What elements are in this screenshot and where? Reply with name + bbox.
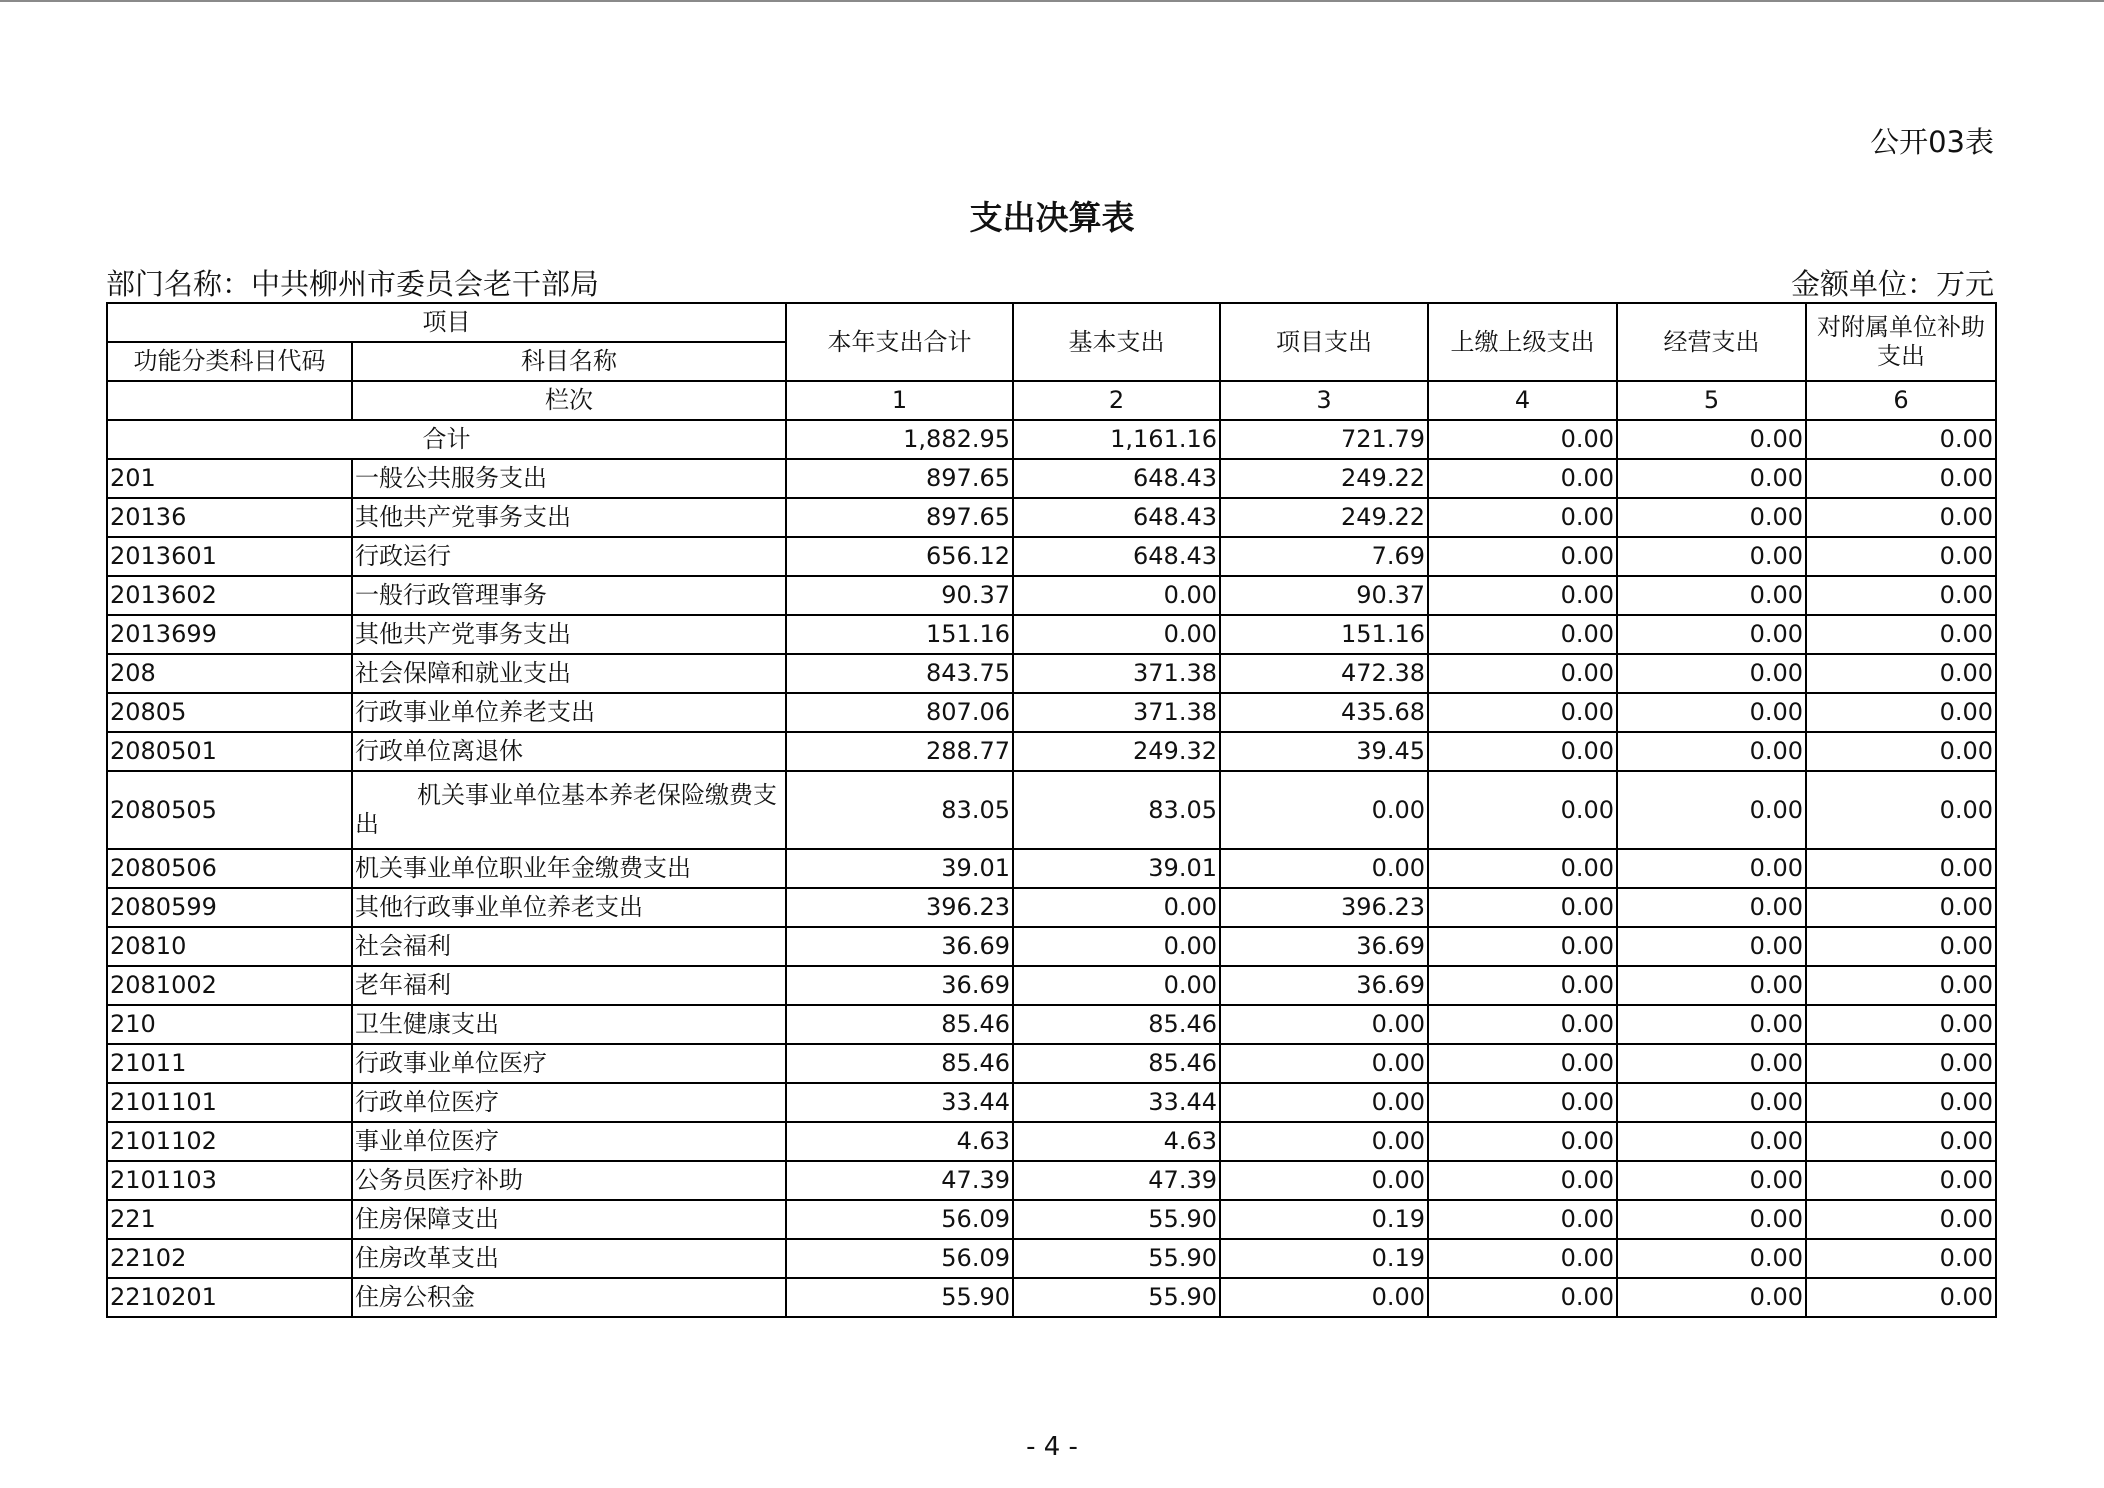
row-value: 0.00 bbox=[1220, 1278, 1428, 1317]
table-row bbox=[107, 966, 1996, 1005]
row-value: 396.23 bbox=[1220, 888, 1428, 927]
row-value: 36.69 bbox=[786, 966, 1013, 1005]
row-value: 0.00 bbox=[1617, 1122, 1806, 1161]
row-value: 371.38 bbox=[1013, 693, 1220, 732]
row-value: 55.90 bbox=[1013, 1278, 1220, 1317]
row-value: 0.00 bbox=[1617, 1239, 1806, 1278]
row-value: 0.00 bbox=[1428, 1083, 1617, 1122]
row-value: 0.00 bbox=[1428, 537, 1617, 576]
row-value: 0.00 bbox=[1617, 498, 1806, 537]
row-value: 0.00 bbox=[1013, 615, 1220, 654]
row-value: 0.00 bbox=[1806, 1278, 1996, 1317]
row-value: 0.00 bbox=[1428, 1239, 1617, 1278]
row-value: 0.00 bbox=[1806, 849, 1996, 888]
row-value: 0.00 bbox=[1806, 576, 1996, 615]
row-code: 20810 bbox=[107, 927, 352, 966]
column-index-row bbox=[107, 381, 1996, 420]
column-index-5: 5 bbox=[1617, 381, 1806, 420]
row-value: 33.44 bbox=[1013, 1083, 1220, 1122]
row-code: 2101103 bbox=[107, 1161, 352, 1200]
row-value: 0.00 bbox=[1617, 1044, 1806, 1083]
row-value: 0.00 bbox=[1428, 498, 1617, 537]
header-basic: 基本支出 bbox=[1013, 303, 1220, 381]
row-code: 2013699 bbox=[107, 615, 352, 654]
row-name: 一般行政管理事务 bbox=[352, 576, 786, 615]
row-value: 0.00 bbox=[1806, 1083, 1996, 1122]
row-value: 648.43 bbox=[1013, 498, 1220, 537]
table-row bbox=[107, 576, 1996, 615]
table-row bbox=[107, 498, 1996, 537]
row-value: 0.19 bbox=[1220, 1239, 1428, 1278]
table-row bbox=[107, 1083, 1996, 1122]
row-name: 一般公共服务支出 bbox=[352, 459, 786, 498]
row-value: 0.00 bbox=[1617, 1200, 1806, 1239]
row-value: 249.22 bbox=[1220, 498, 1428, 537]
row-value: 36.69 bbox=[1220, 927, 1428, 966]
row-value: 0.00 bbox=[1806, 498, 1996, 537]
row-value: 0.00 bbox=[1220, 1044, 1428, 1083]
row-value: 0.00 bbox=[1428, 771, 1617, 849]
row-value: 807.06 bbox=[786, 693, 1013, 732]
row-value: 0.00 bbox=[1617, 537, 1806, 576]
row-value: 0.00 bbox=[1428, 927, 1617, 966]
row-value: 85.46 bbox=[1013, 1044, 1220, 1083]
table-id-label: 公开03表 bbox=[1870, 125, 1994, 159]
header-project: 项目 bbox=[107, 303, 786, 342]
table-row bbox=[107, 771, 1996, 849]
header-total: 本年支出合计 bbox=[786, 303, 1013, 381]
row-value: 47.39 bbox=[786, 1161, 1013, 1200]
row-value: 249.32 bbox=[1013, 732, 1220, 771]
table-row bbox=[107, 927, 1996, 966]
row-value: 843.75 bbox=[786, 654, 1013, 693]
row-value: 55.90 bbox=[1013, 1200, 1220, 1239]
row-name: 行政单位离退休 bbox=[352, 732, 786, 771]
row-value: 0.00 bbox=[1806, 654, 1996, 693]
row-code: 2013601 bbox=[107, 537, 352, 576]
row-value: 396.23 bbox=[786, 888, 1013, 927]
row-code: 2080506 bbox=[107, 849, 352, 888]
column-index-blank bbox=[107, 381, 352, 420]
row-value: 897.65 bbox=[786, 459, 1013, 498]
row-code: 2101102 bbox=[107, 1122, 352, 1161]
row-name: 住房改革支出 bbox=[352, 1239, 786, 1278]
header-code: 功能分类科目代码 bbox=[107, 342, 352, 381]
row-value: 0.00 bbox=[1013, 966, 1220, 1005]
column-index-2: 2 bbox=[1013, 381, 1220, 420]
row-value: 0.00 bbox=[1617, 654, 1806, 693]
row-value: 0.00 bbox=[1013, 888, 1220, 927]
row-name: 其他行政事业单位养老支出 bbox=[352, 888, 786, 927]
row-value: 0.00 bbox=[1806, 732, 1996, 771]
total-value: 0.00 bbox=[1806, 420, 1996, 459]
table-row bbox=[107, 1239, 1996, 1278]
row-value: 0.00 bbox=[1428, 459, 1617, 498]
row-value: 0.00 bbox=[1220, 1161, 1428, 1200]
row-name: 行政运行 bbox=[352, 537, 786, 576]
table-row bbox=[107, 537, 1996, 576]
row-value: 0.00 bbox=[1428, 576, 1617, 615]
row-value: 47.39 bbox=[1013, 1161, 1220, 1200]
row-code: 2013602 bbox=[107, 576, 352, 615]
row-value: 0.00 bbox=[1617, 693, 1806, 732]
column-index-label: 栏次 bbox=[352, 381, 786, 420]
row-value: 472.38 bbox=[1220, 654, 1428, 693]
expenditure-table bbox=[106, 302, 1997, 1318]
amount-unit-label: 金额单位：万元 bbox=[1790, 267, 1994, 301]
row-value: 648.43 bbox=[1013, 537, 1220, 576]
row-value: 897.65 bbox=[786, 498, 1013, 537]
table-row bbox=[107, 693, 1996, 732]
table-row bbox=[107, 459, 1996, 498]
row-name: 机关事业单位职业年金缴费支出 bbox=[352, 849, 786, 888]
row-code: 2081002 bbox=[107, 966, 352, 1005]
row-name: 卫生健康支出 bbox=[352, 1005, 786, 1044]
row-value: 0.00 bbox=[1806, 1239, 1996, 1278]
row-value: 0.19 bbox=[1220, 1200, 1428, 1239]
row-name: 其他共产党事务支出 bbox=[352, 615, 786, 654]
row-value: 151.16 bbox=[1220, 615, 1428, 654]
row-value: 371.38 bbox=[1013, 654, 1220, 693]
row-value: 4.63 bbox=[1013, 1122, 1220, 1161]
row-name: 事业单位医疗 bbox=[352, 1122, 786, 1161]
row-value: 0.00 bbox=[1617, 966, 1806, 1005]
row-value: 0.00 bbox=[1617, 576, 1806, 615]
row-value: 0.00 bbox=[1806, 1161, 1996, 1200]
row-value: 0.00 bbox=[1428, 849, 1617, 888]
row-name: 社会保障和就业支出 bbox=[352, 654, 786, 693]
header-superior: 上缴上级支出 bbox=[1428, 303, 1617, 381]
row-name: 机关事业单位基本养老保险缴费支出 bbox=[352, 771, 786, 849]
row-code: 2080501 bbox=[107, 732, 352, 771]
row-value: 0.00 bbox=[1428, 1044, 1617, 1083]
header-business: 经营支出 bbox=[1617, 303, 1806, 381]
row-value: 0.00 bbox=[1806, 1200, 1996, 1239]
row-value: 0.00 bbox=[1428, 732, 1617, 771]
row-name: 老年福利 bbox=[352, 966, 786, 1005]
row-code: 2101101 bbox=[107, 1083, 352, 1122]
header-subsidy-line2: 支出 bbox=[1877, 342, 1925, 370]
row-code: 20136 bbox=[107, 498, 352, 537]
row-value: 0.00 bbox=[1428, 615, 1617, 654]
row-value: 0.00 bbox=[1617, 732, 1806, 771]
row-name: 公务员医疗补助 bbox=[352, 1161, 786, 1200]
total-value: 1,882.95 bbox=[786, 420, 1013, 459]
row-code: 208 bbox=[107, 654, 352, 693]
row-value: 0.00 bbox=[1220, 1005, 1428, 1044]
table-row bbox=[107, 849, 1996, 888]
header-item: 项目支出 bbox=[1220, 303, 1428, 381]
row-value: 0.00 bbox=[1428, 693, 1617, 732]
row-name: 其他共产党事务支出 bbox=[352, 498, 786, 537]
row-value: 151.16 bbox=[786, 615, 1013, 654]
page-number: - 4 - bbox=[1026, 1432, 1078, 1462]
row-code: 210 bbox=[107, 1005, 352, 1044]
row-value: 4.63 bbox=[786, 1122, 1013, 1161]
table-row bbox=[107, 1005, 1996, 1044]
row-value: 0.00 bbox=[1806, 888, 1996, 927]
row-value: 249.22 bbox=[1220, 459, 1428, 498]
row-value: 7.69 bbox=[1220, 537, 1428, 576]
table-row bbox=[107, 1161, 1996, 1200]
row-value: 0.00 bbox=[1806, 1044, 1996, 1083]
row-value: 36.69 bbox=[786, 927, 1013, 966]
total-value: 1,161.16 bbox=[1013, 420, 1220, 459]
row-value: 85.46 bbox=[1013, 1005, 1220, 1044]
row-value: 0.00 bbox=[1806, 966, 1996, 1005]
row-value: 0.00 bbox=[1806, 1005, 1996, 1044]
row-value: 0.00 bbox=[1220, 771, 1428, 849]
top-border-line bbox=[0, 0, 2104, 2]
row-value: 0.00 bbox=[1428, 1122, 1617, 1161]
row-code: 21011 bbox=[107, 1044, 352, 1083]
row-code: 221 bbox=[107, 1200, 352, 1239]
row-name: 住房公积金 bbox=[352, 1278, 786, 1317]
table-row bbox=[107, 1278, 1996, 1317]
header-name: 科目名称 bbox=[352, 342, 786, 381]
department-label: 部门名称：中共柳州市委员会老干部局 bbox=[106, 267, 600, 301]
row-value: 0.00 bbox=[1617, 1005, 1806, 1044]
row-name: 社会福利 bbox=[352, 927, 786, 966]
row-value: 0.00 bbox=[1617, 888, 1806, 927]
row-name: 住房保障支出 bbox=[352, 1200, 786, 1239]
table-row bbox=[107, 615, 1996, 654]
row-value: 83.05 bbox=[1013, 771, 1220, 849]
table-row bbox=[107, 1200, 1996, 1239]
header-subsidy-line1: 对附属单位补助 bbox=[1817, 313, 1985, 342]
row-value: 83.05 bbox=[786, 771, 1013, 849]
total-value: 0.00 bbox=[1428, 420, 1617, 459]
row-value: 0.00 bbox=[1617, 849, 1806, 888]
column-index-1: 1 bbox=[786, 381, 1013, 420]
row-value: 85.46 bbox=[786, 1005, 1013, 1044]
row-value: 36.69 bbox=[1220, 966, 1428, 1005]
row-value: 0.00 bbox=[1428, 1278, 1617, 1317]
row-value: 648.43 bbox=[1013, 459, 1220, 498]
row-value: 0.00 bbox=[1806, 537, 1996, 576]
row-value: 56.09 bbox=[786, 1200, 1013, 1239]
row-value: 0.00 bbox=[1617, 615, 1806, 654]
table-row bbox=[107, 888, 1996, 927]
row-name: 行政事业单位医疗 bbox=[352, 1044, 786, 1083]
row-value: 0.00 bbox=[1428, 1005, 1617, 1044]
row-name: 行政事业单位养老支出 bbox=[352, 693, 786, 732]
total-row-label: 合计 bbox=[107, 420, 786, 459]
row-value: 0.00 bbox=[1617, 1083, 1806, 1122]
row-value: 55.90 bbox=[786, 1278, 1013, 1317]
row-value: 90.37 bbox=[1220, 576, 1428, 615]
row-value: 0.00 bbox=[1428, 654, 1617, 693]
table-row bbox=[107, 654, 1996, 693]
row-value: 90.37 bbox=[786, 576, 1013, 615]
row-code: 20805 bbox=[107, 693, 352, 732]
total-value: 721.79 bbox=[1220, 420, 1428, 459]
row-value: 288.77 bbox=[786, 732, 1013, 771]
row-value: 39.45 bbox=[1220, 732, 1428, 771]
row-code: 2210201 bbox=[107, 1278, 352, 1317]
table-row bbox=[107, 732, 1996, 771]
row-value: 656.12 bbox=[786, 537, 1013, 576]
table-row bbox=[107, 1044, 1996, 1083]
row-value: 0.00 bbox=[1617, 1278, 1806, 1317]
page-title: 支出决算表 bbox=[969, 198, 1135, 237]
row-value: 0.00 bbox=[1013, 927, 1220, 966]
row-value: 0.00 bbox=[1428, 1161, 1617, 1200]
row-code: 2080505 bbox=[107, 771, 352, 849]
row-value: 0.00 bbox=[1220, 849, 1428, 888]
row-name: 行政单位医疗 bbox=[352, 1083, 786, 1122]
header-subsidy bbox=[1806, 303, 1996, 381]
row-value: 0.00 bbox=[1617, 459, 1806, 498]
row-value: 0.00 bbox=[1806, 1122, 1996, 1161]
row-value: 0.00 bbox=[1806, 927, 1996, 966]
row-value: 0.00 bbox=[1013, 576, 1220, 615]
row-code: 2080599 bbox=[107, 888, 352, 927]
row-value: 39.01 bbox=[1013, 849, 1220, 888]
column-index-3: 3 bbox=[1220, 381, 1428, 420]
row-value: 33.44 bbox=[786, 1083, 1013, 1122]
row-code: 201 bbox=[107, 459, 352, 498]
row-value: 435.68 bbox=[1220, 693, 1428, 732]
row-value: 0.00 bbox=[1428, 966, 1617, 1005]
row-value: 0.00 bbox=[1220, 1122, 1428, 1161]
row-value: 0.00 bbox=[1806, 771, 1996, 849]
row-value: 0.00 bbox=[1428, 888, 1617, 927]
row-value: 0.00 bbox=[1806, 459, 1996, 498]
row-value: 0.00 bbox=[1806, 693, 1996, 732]
row-value: 0.00 bbox=[1806, 615, 1996, 654]
row-value: 0.00 bbox=[1617, 927, 1806, 966]
row-value: 0.00 bbox=[1220, 1083, 1428, 1122]
row-value: 85.46 bbox=[786, 1044, 1013, 1083]
row-value: 0.00 bbox=[1428, 1200, 1617, 1239]
column-index-6: 6 bbox=[1806, 381, 1996, 420]
row-value: 0.00 bbox=[1617, 1161, 1806, 1200]
total-value: 0.00 bbox=[1617, 420, 1806, 459]
row-value: 0.00 bbox=[1617, 771, 1806, 849]
row-value: 55.90 bbox=[1013, 1239, 1220, 1278]
row-value: 39.01 bbox=[786, 849, 1013, 888]
row-value: 56.09 bbox=[786, 1239, 1013, 1278]
column-index-4: 4 bbox=[1428, 381, 1617, 420]
total-row bbox=[107, 420, 1996, 459]
table-row bbox=[107, 1122, 1996, 1161]
row-code: 22102 bbox=[107, 1239, 352, 1278]
